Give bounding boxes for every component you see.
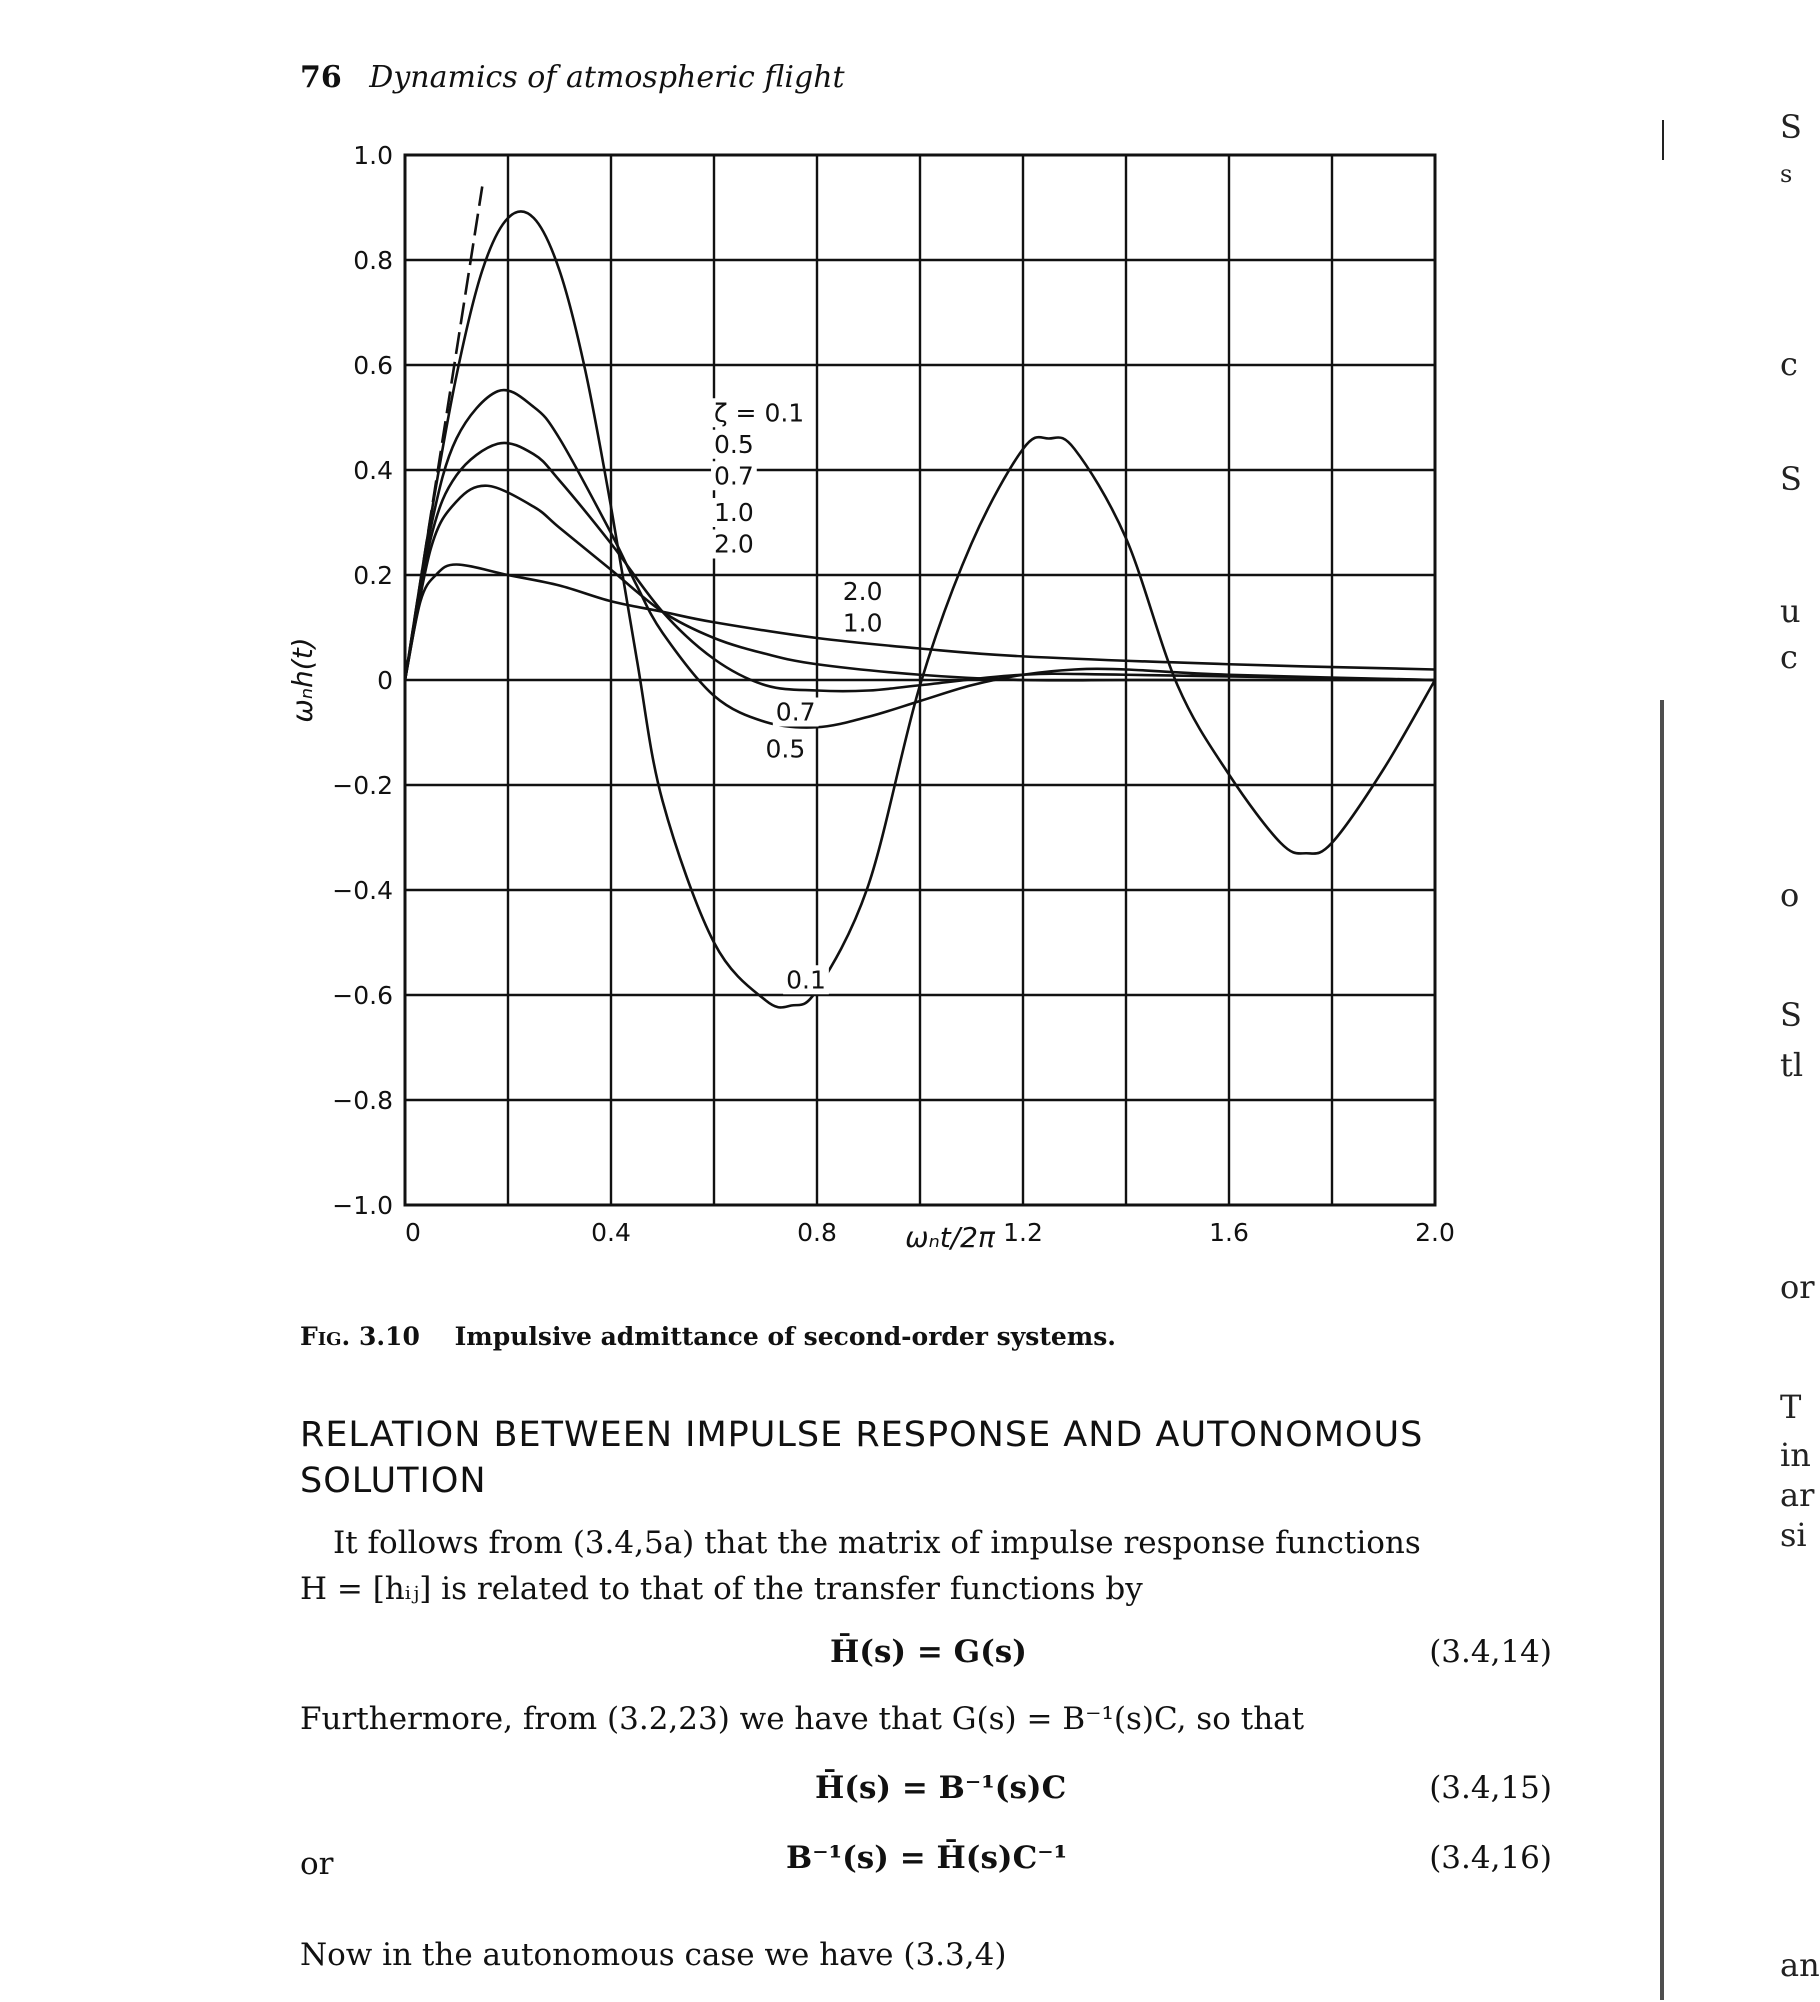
curve-label: 0.7: [714, 461, 754, 491]
y-axis-label: ωₙh(t): [286, 637, 319, 723]
y-tick-label: −0.2: [332, 771, 393, 800]
y-tick-label: −0.6: [332, 981, 393, 1010]
equation-3-4-14: H̄(s) = G(s): [830, 1634, 1027, 1670]
curve-label: 0.5: [714, 429, 754, 459]
x-tick-label: 1.2: [1003, 1218, 1043, 1247]
margin-fragment: o: [1780, 876, 1800, 914]
curve-label: 0.5: [765, 734, 806, 764]
y-tick-label: 0: [377, 666, 393, 695]
section-heading: RELATION BETWEEN IMPULSE RESPONSE AND AUTONOMOUS SOLUTION: [300, 1415, 1424, 1501]
curve-label: 0.7: [775, 697, 816, 727]
equation-number-15: (3.4,15): [1429, 1770, 1552, 1806]
curve-label: 1.0: [842, 608, 883, 638]
running-head: [300, 60, 845, 95]
equation-3-4-16: B⁻¹(s) = H̄(s)C⁻¹: [786, 1840, 1068, 1876]
x-tick-label: 0.4: [591, 1218, 631, 1247]
equation-3-4-15: H̄(s) = B⁻¹(s)C: [815, 1770, 1067, 1806]
equation-number-16: (3.4,16): [1429, 1840, 1552, 1876]
margin-fragment: c: [1780, 345, 1798, 383]
y-tick-label: 0.2: [353, 561, 393, 590]
margin-fragment: ar: [1780, 1476, 1815, 1514]
margin-fragment: u: [1780, 592, 1801, 630]
page-number: 76: [300, 60, 342, 95]
chart-annotations: [711, 398, 886, 994]
y-tick-label: 0.8: [353, 246, 393, 275]
y-tick-label: −1.0: [332, 1191, 393, 1220]
margin-fragment: T: [1780, 1388, 1802, 1426]
paragraph-2: Furthermore, from (3.2,23) we have that G(s) = B⁻¹(s)C, so that: [300, 1701, 1305, 1737]
equation-number-14: (3.4,14): [1429, 1634, 1552, 1670]
x-tick-label: 0.8: [797, 1218, 837, 1247]
x-tick-label: 0: [405, 1218, 421, 1247]
impulse-response-chart: [270, 135, 1470, 1265]
margin-fragment: tl: [1780, 1046, 1804, 1084]
gutter-mark: [1662, 120, 1664, 160]
curve-label: 2.0: [842, 576, 883, 606]
margin-fragment: or: [1780, 1268, 1815, 1306]
curve-label: 0.1: [786, 965, 826, 995]
margin-fragment: c: [1780, 638, 1798, 676]
curve-label: 2.0: [714, 529, 754, 559]
or-connector: or: [300, 1846, 334, 1882]
x-tick-label: 2.0: [1415, 1218, 1455, 1247]
figure-caption: [300, 1322, 1116, 1351]
margin-fragment: S: [1780, 460, 1802, 498]
y-tick-label: 1.0: [353, 141, 393, 170]
paragraph-3: Now in the autonomous case we have (3.3,4): [300, 1937, 1007, 1973]
margin-fragment: S: [1780, 108, 1802, 146]
y-tick-label: −0.8: [332, 1086, 393, 1115]
figure-caption-text: Impulsive admittance of second-order systems.: [454, 1322, 1117, 1351]
curve-label: 1.0: [714, 498, 754, 527]
figure-label: Fig. 3.10: [300, 1322, 420, 1351]
margin-fragment: an: [1780, 1946, 1820, 1984]
paragraph-1-line-2: H = [hᵢⱼ] is related to that of the transfer functions by: [300, 1571, 1143, 1607]
y-tick-label: −0.4: [332, 876, 393, 905]
margin-fragment: s: [1780, 160, 1793, 188]
margin-fragment: si: [1780, 1516, 1807, 1554]
y-tick-label: 0.6: [353, 351, 393, 380]
curve-label: ζ = 0.1: [714, 398, 805, 428]
paragraph-1-line-1: It follows from (3.4,5a) that the matrix of impulse response functions: [333, 1525, 1421, 1561]
x-tick-label: 1.6: [1209, 1218, 1249, 1247]
running-title: Dynamics of atmospheric flight: [369, 60, 845, 95]
y-tick-label: 0.4: [353, 456, 393, 485]
margin-fragment: in: [1780, 1436, 1811, 1474]
margin-fragment: S: [1780, 996, 1802, 1034]
x-axis-label: ωₙt/2π: [905, 1221, 995, 1254]
gutter-edge: [1660, 700, 1664, 2000]
chart-tick-labels: [332, 141, 1455, 1247]
